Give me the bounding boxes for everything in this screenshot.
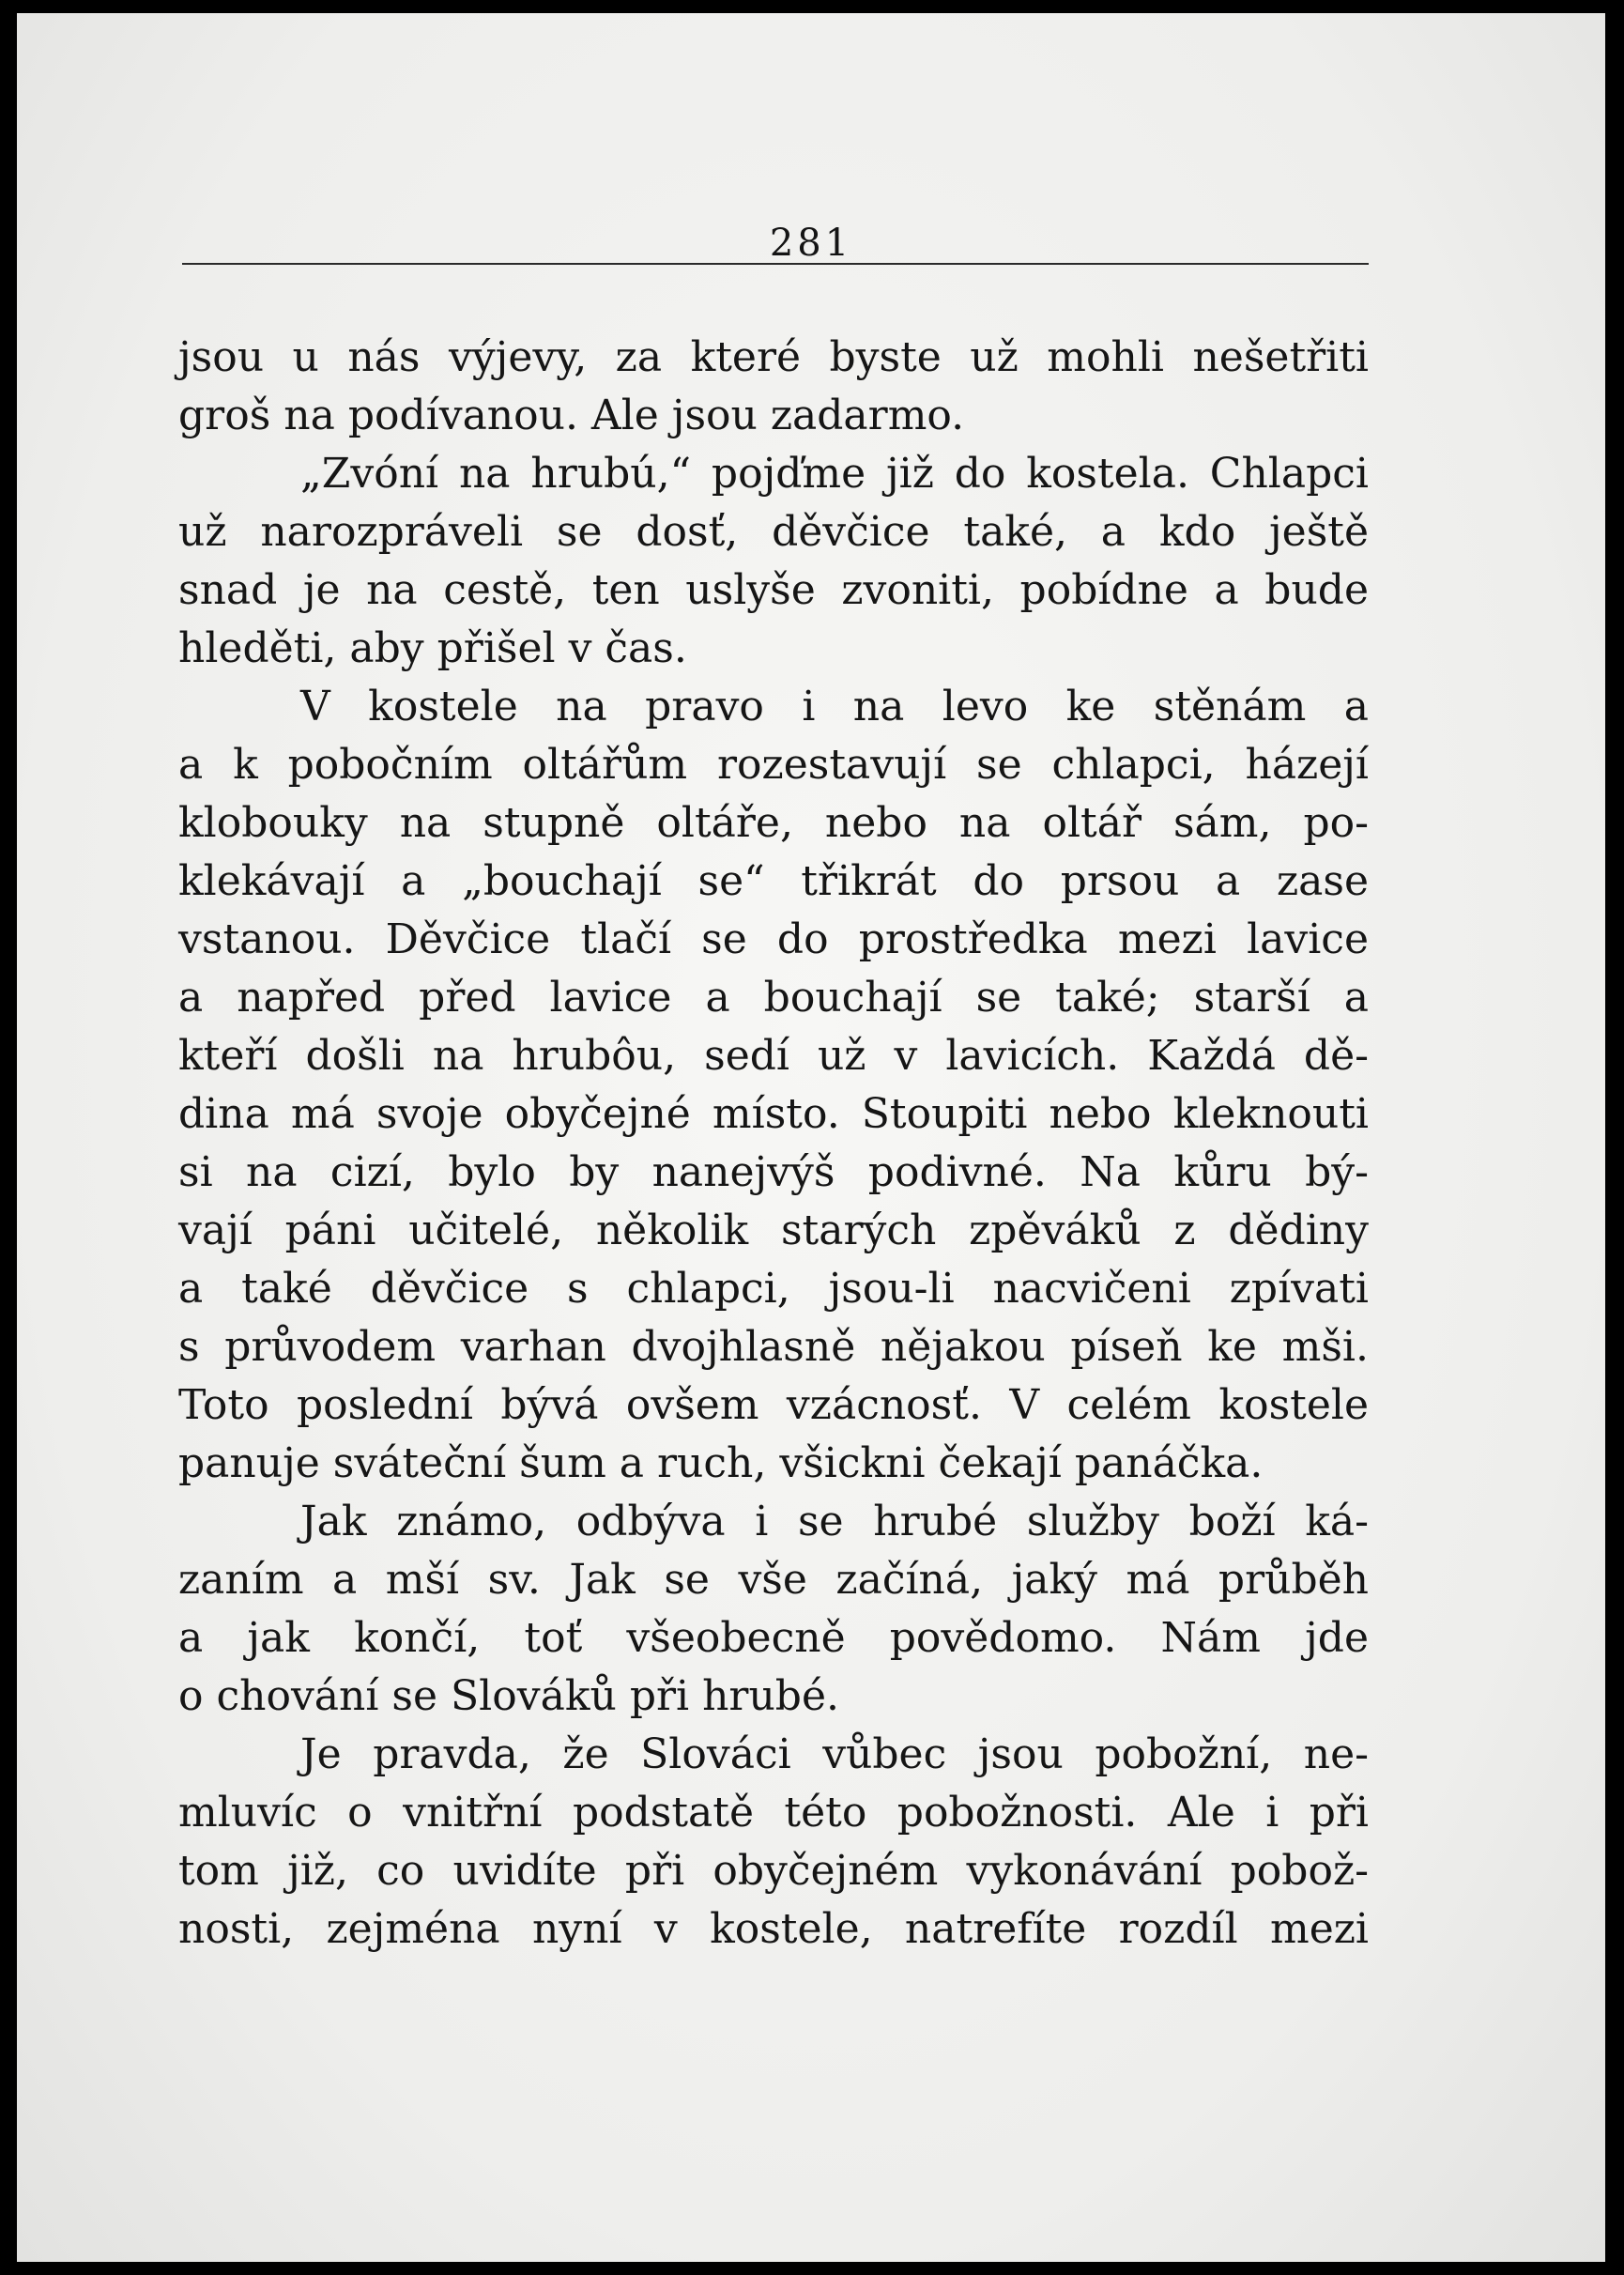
text-line: o chování se Slováků při hrubé. (178, 1672, 839, 1720)
text-line: groš na podívanou. Ale jsou zadarmo. (178, 392, 965, 439)
text-line: tom již, co uvidíte při obyčejném vykonávání pobož- (178, 1847, 1369, 1895)
text-line: a napřed před lavice a bouchají se také; starší a (178, 974, 1369, 1022)
text-line: kteří došli na hrubôu, sedí už v lavicích. Každá dě- (178, 1032, 1369, 1080)
text-line: klekávají a „bouchají se“ třikrát do prsou a zase (178, 857, 1369, 905)
text-line: s průvodem varhan dvojhlasně nějakou píseň ke mši. (178, 1323, 1369, 1371)
text-line: jsou u nás výjevy, za které byste už mohli nešetřiti (178, 333, 1369, 381)
text-line: dina má svoje obyčejné místo. Stoupiti nebo kleknouti (178, 1090, 1369, 1138)
text-line: hleděti, aby přišel v čas. (178, 624, 687, 672)
text-line: si na cizí, bylo by nanejvýš podivné. Na kůru bý- (178, 1148, 1369, 1196)
text-line: a také děvčice s chlapci, jsou-li nacvičeni zpívati (178, 1265, 1369, 1313)
text-line: zaním a mší sv. Jak se vše začíná, jaký má průběh (178, 1556, 1369, 1604)
text-line: a jak končí, toť všeobecně povědomo. Nám jde (178, 1614, 1369, 1662)
book-page (17, 13, 1605, 2262)
text-line: Toto poslední bývá ovšem vzácnosť. V celém kostele (178, 1381, 1369, 1429)
text-line: snad je na cestě, ten uslyše zvoniti, pobídne a bude (178, 566, 1369, 614)
body-text (178, 329, 1369, 1959)
text-line: V kostele na pravo i na levo ke stěnám a (300, 683, 1369, 730)
text-line: panuje sváteční šum a ruch, všickni čekají panáčka. (178, 1439, 1264, 1487)
text-line: vstanou. Děvčice tlačí se do prostředka mezi lavice (178, 915, 1369, 963)
text-line: Jak známo, odbýva i se hrubé služby boží ká- (300, 1498, 1369, 1545)
text-line: mluvíc o vnitřní podstatě této pobožnosti. Ale i při (178, 1789, 1369, 1837)
text-line: už narozpráveli se dosť, děvčice také, a kdo ještě (178, 508, 1369, 556)
text-line: klobouky na stupně oltáře, nebo na oltář sám, po- (178, 799, 1369, 847)
text-line: Je pravda, že Slováci vůbec jsou pobožní, ne- (300, 1730, 1369, 1778)
header-rule (182, 263, 1369, 265)
text-line: „Zvóní na hrubú,“ pojďme již do kostela. Chlapci (300, 450, 1369, 498)
text-line: a k pobočním oltářům rozestavují se chlapci, házejí (178, 741, 1369, 789)
text-line: vají páni učitelé, několik starých zpěváků z dědiny (178, 1207, 1369, 1254)
page-number: 281 (769, 222, 853, 265)
text-line: nosti, zejména nyní v kostele, natrefíte rozdíl mezi (178, 1905, 1369, 1953)
